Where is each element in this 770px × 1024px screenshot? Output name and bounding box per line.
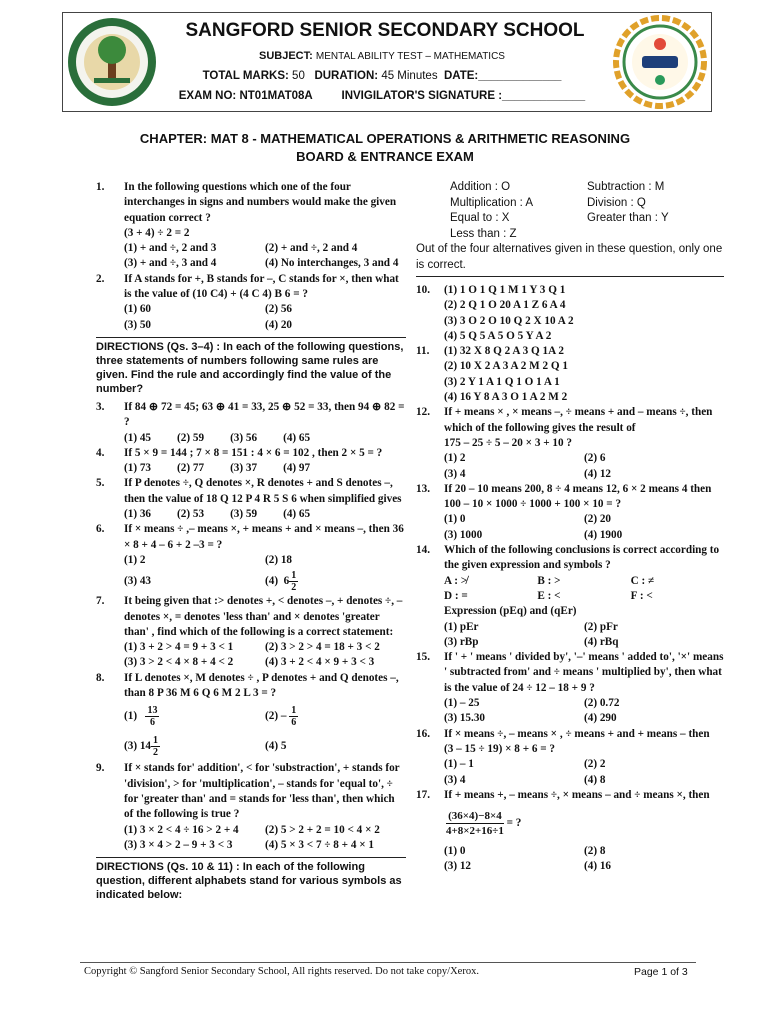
numerator: 13 xyxy=(147,705,158,717)
option-3[interactable]: (3) 3 > 2 < 4 × 8 + 4 < 2 xyxy=(124,656,234,669)
option-4[interactable]: (4) 16 xyxy=(584,860,612,873)
subject-value: MENTAL ABILITY TEST – MATHEMATICS xyxy=(315,51,505,62)
option-1[interactable]: (1) 36 xyxy=(124,508,152,521)
option-3[interactable]: (3) 4 xyxy=(444,773,466,786)
option-1[interactable]: (1) 0 xyxy=(444,513,466,526)
left-column xyxy=(96,180,406,906)
option-3[interactable]: (3) 3 O 2 O 10 Q 2 X 10 A 2 xyxy=(444,314,574,327)
option-4[interactable]: (4) 3 + 2 < 4 × 9 + 3 < 3 xyxy=(265,656,375,669)
option-4[interactable]: (4) 1900 xyxy=(584,528,623,541)
right-column xyxy=(416,180,724,875)
question-expression xyxy=(446,809,724,838)
numerator: 1 xyxy=(291,705,297,717)
legend-subtraction: Subtraction : M xyxy=(587,181,665,193)
question-15 xyxy=(416,650,724,726)
options xyxy=(444,620,724,651)
denominator: 6 xyxy=(291,717,297,729)
symbol-a: A : ≯ xyxy=(444,574,468,587)
question-text: If + means +, – means ÷, × means – and ÷ means ×, then xyxy=(444,788,710,801)
question-5 xyxy=(96,476,406,522)
question-text: If 20 – 10 means 200, 8 ÷ 4 means 12, 6 × 2 means 4 then xyxy=(444,482,712,495)
option-1[interactable]: (1) 32 X 8 Q 2 A 3 Q 1A 2 xyxy=(444,345,564,358)
option-1[interactable]: (1) 2 xyxy=(124,553,146,566)
question-number: 16. xyxy=(416,727,430,740)
fraction xyxy=(289,570,298,593)
option-1[interactable]: (1) – 25 xyxy=(444,697,480,710)
question-6 xyxy=(96,522,406,594)
option-1[interactable]: (1) 1 O 1 Q 1 M 1 Y 3 Q 1 xyxy=(444,284,566,296)
option-label: (4) xyxy=(265,575,279,588)
chapter-title xyxy=(0,130,770,166)
symbol-f: F : < xyxy=(630,589,653,602)
question-10 xyxy=(416,283,724,344)
option-4[interactable]: (4) 5 xyxy=(265,740,287,753)
option-3[interactable]: (3) 4 xyxy=(444,467,466,480)
option-1[interactable]: (1) 3 × 2 < 4 ÷ 16 > 2 + 4 xyxy=(124,823,239,836)
options xyxy=(124,461,406,476)
options xyxy=(444,844,724,875)
option-4[interactable]: (4) No interchanges, 3 and 4 xyxy=(265,257,399,270)
symbol-legend xyxy=(416,180,724,242)
option-4[interactable]: (4) 5 × 3 < 7 ÷ 8 + 4 × 1 xyxy=(265,838,375,851)
options xyxy=(124,701,406,761)
invigilator-label: INVIGILATOR'S SIGNATURE :_____________ xyxy=(341,90,586,102)
footer-copyright: Copyright © Sangford Senior Secondary School, All rights reserved. Do not take copy/Xerox. xyxy=(84,966,479,977)
question-number: 9. xyxy=(96,762,105,775)
question-text: It being given that :> denotes +, < denotes –, + denotes ÷, – denotes ×, = denotes 'less than' and × denotes 'greater than' , find which of the following is a correct statement: xyxy=(124,595,403,638)
denominator: 2 xyxy=(153,747,159,759)
options xyxy=(124,507,406,522)
options xyxy=(444,451,724,482)
question-16 xyxy=(416,727,724,788)
question-number: 10. xyxy=(416,284,430,296)
option-3[interactable]: (3) + and ÷, 3 and 4 xyxy=(124,257,217,270)
question-13 xyxy=(416,482,724,543)
option-2[interactable]: (2) 59 xyxy=(177,431,205,444)
numerator: (36×4)−8×4 xyxy=(446,809,504,824)
symbol-e: E : < xyxy=(537,589,561,602)
marks-label: TOTAL MARKS: xyxy=(202,70,289,82)
question-number: 17. xyxy=(416,788,430,801)
question-number: 1. xyxy=(96,181,105,193)
question-number: 2. xyxy=(96,272,105,285)
option-2[interactable] xyxy=(265,701,406,731)
option-1[interactable]: (1) 2 xyxy=(444,452,466,465)
question-number: 8. xyxy=(96,671,105,684)
question-1 xyxy=(96,180,406,272)
school-name: SANGFORD SENIOR SECONDARY SCHOOL xyxy=(185,20,585,41)
option-2[interactable]: (2) 2 Q 1 O 20 A 1 Z 6 A 4 xyxy=(444,299,566,312)
question-text: If × means ÷ ,– means ×, + means + and × means –, then 36 × 8 + 4 – 6 + 2 –3 = ? xyxy=(124,523,404,551)
option-4[interactable]: (4) 5 Q 5 A 5 O 5 Y A 2 xyxy=(444,329,552,342)
question-text: In the following questions which one of the four interchanges in signs and numbers would make the given equation correct ? xyxy=(124,181,397,224)
option-label: (3) 14 xyxy=(124,740,152,753)
question-number: 12. xyxy=(416,406,430,419)
marks-value: 50 xyxy=(292,70,305,82)
option-3[interactable]: (3) 56 xyxy=(230,431,258,444)
question-number: 11. xyxy=(416,345,430,358)
question-text: If P denotes ÷, Q denotes ×, R denotes + and S denotes –, then the value of 18 Q 12 P 4 R 5 S 6 when simplified gives xyxy=(124,477,402,505)
exam-label: EXAM NO: xyxy=(178,90,237,102)
option-1[interactable]: (1) 45 xyxy=(124,431,152,444)
question-text: If × stands for' addition', < for 'substraction', + stands for 'division', > for 'multiplication', – stands for 'equal to', ÷ for 'greater than' and = stands for 'less than', then which of the following is true ? xyxy=(124,762,400,821)
option-4[interactable]: (4) 65 xyxy=(283,508,311,521)
question-number: 14. xyxy=(416,544,430,557)
question-17 xyxy=(416,788,724,875)
option-2[interactable]: (2) 2 xyxy=(584,758,606,771)
chapter-line-2: BOARD & ENTRANCE EXAM xyxy=(296,149,474,164)
fraction xyxy=(151,735,160,758)
symbol-c: C : ≠ xyxy=(630,574,655,587)
option-4[interactable]: (4) 290 xyxy=(584,712,617,725)
question-expression: (3 – 15 ÷ 19) × 8 + 6 = ? xyxy=(444,742,556,755)
option-3[interactable]: (3) 1000 xyxy=(444,528,483,541)
option-4[interactable]: (4) 12 xyxy=(584,467,612,480)
option-3[interactable]: (3) 37 xyxy=(230,462,258,475)
symbol-key xyxy=(444,574,724,605)
question-expression: 100 – 10 × 1000 ÷ 1000 + 100 × 10 = ? xyxy=(444,498,622,511)
directions-3-4: DIRECTIONS (Qs. 3–4) : In each of the following questions, three statements of numbers following same rules are given. Find the rule and accordingly find the value of the number? xyxy=(96,337,406,396)
option-4[interactable]: (4) rBq xyxy=(584,635,619,648)
question-11 xyxy=(416,344,724,405)
option-2[interactable]: (2) 0.72 xyxy=(584,697,620,710)
chapter-line-1: CHAPTER: MAT 8 - MATHEMATICAL OPERATIONS & ARITHMETIC REASONING xyxy=(139,131,631,146)
option-4[interactable]: (4) 65 xyxy=(283,431,311,444)
option-4[interactable]: (4) 97 xyxy=(283,462,311,475)
denominator: 6 xyxy=(149,717,155,729)
question-number: 5. xyxy=(96,477,105,490)
denominator: 2 xyxy=(291,582,297,594)
option-2[interactable]: (2) 20 xyxy=(584,513,612,526)
exam-line xyxy=(172,90,592,102)
page-number: Page 1 of 3 xyxy=(634,966,688,978)
fraction xyxy=(446,809,504,838)
question-9 xyxy=(96,761,406,853)
question-text: If × means ÷, – means × , ÷ means + and + means – then xyxy=(444,727,710,740)
option-1[interactable]: (1) 3 + 2 > 4 = 9 + 3 < 1 xyxy=(124,641,234,654)
option-2[interactable]: (2) 3 > 2 > 4 = 18 + 3 < 2 xyxy=(265,641,380,654)
option-3[interactable]: (3) 50 xyxy=(124,318,152,331)
question-12 xyxy=(416,405,724,481)
option-2[interactable]: (2) + and ÷, 2 and 4 xyxy=(265,242,358,255)
option-2[interactable]: (2) 77 xyxy=(177,462,205,475)
option-1[interactable]: (1) 60 xyxy=(124,303,152,316)
subject-line xyxy=(172,50,592,62)
question-expression: 175 – 25 ÷ 5 – 20 × 3 + 10 ? xyxy=(444,436,572,449)
question-number: 6. xyxy=(96,523,105,536)
option-2[interactable]: (2) 10 X 2 A 3 A 2 M 2 Q 1 xyxy=(444,360,568,373)
instructions: Out of the four alternatives given in these question, only one is correct. xyxy=(416,242,724,277)
question-text: If A stands for +, B stands for –, C stands for ×, then what is the value of (10 C4) + (4 C 4) B 6 = ? xyxy=(124,272,399,301)
footer-divider xyxy=(80,962,696,963)
subject-label: SUBJECT: xyxy=(259,50,313,62)
options xyxy=(124,302,406,333)
question-number: 15. xyxy=(416,651,430,664)
option-3[interactable]: (3) 3 × 4 > 2 – 9 + 3 < 3 xyxy=(124,838,233,851)
option-label: (2) – xyxy=(265,710,287,723)
legend-greater: Greater than : Y xyxy=(587,212,669,224)
fraction xyxy=(289,705,298,728)
option-3[interactable]: (3) 43 xyxy=(124,575,152,588)
legend-equal: Equal to : X xyxy=(450,212,510,224)
option-4[interactable]: (4) 16 Y 8 A 3 O 1 A 2 M 2 xyxy=(444,391,568,404)
option-3[interactable]: (3) rBp xyxy=(444,635,479,648)
equals-question: = ? xyxy=(506,817,522,830)
option-1[interactable]: (1) + and ÷, 2 and 3 xyxy=(124,242,217,255)
options xyxy=(124,553,406,594)
option-4[interactable] xyxy=(265,568,406,594)
option-2[interactable]: (2) 8 xyxy=(584,845,606,858)
legend-less: Less than : Z xyxy=(450,227,517,240)
question-text: If L denotes ×, M denotes ÷ , P denotes + and Q denotes –, than 8 P 36 M 6 Q 6 M 2 L 3 = ? xyxy=(124,671,399,700)
option-1[interactable]: (1) pEr xyxy=(444,620,479,633)
fraction xyxy=(145,705,159,728)
option-1[interactable]: (1) 73 xyxy=(124,462,152,475)
option-3[interactable]: (3) 2 Y 1 A 1 Q 1 O 1 A 1 xyxy=(444,375,560,388)
legend-division: Division : Q xyxy=(587,196,646,209)
date-label: DATE:_____________ xyxy=(443,70,562,82)
question-14 xyxy=(416,543,724,650)
option-1[interactable]: (1) – 1 xyxy=(444,758,474,771)
question-number: 13. xyxy=(416,482,430,495)
option-2[interactable]: (2) 53 xyxy=(177,508,205,521)
option-2[interactable]: (2) 5 > 2 + 2 = 10 < 4 × 2 xyxy=(265,823,380,836)
option-3[interactable]: (3) 15.30 xyxy=(444,712,486,725)
numerator: 1 xyxy=(291,570,297,582)
question-8 xyxy=(96,671,406,762)
options xyxy=(124,241,406,272)
question-7 xyxy=(96,594,406,670)
question-4 xyxy=(96,446,406,477)
option-2[interactable]: (2) pFr xyxy=(584,620,618,633)
options xyxy=(124,640,406,671)
directions-10-11: DIRECTIONS (Qs. 10 & 11) : In each of the following question, different alphabets stand for various symbols as indicated below: xyxy=(96,857,406,902)
options xyxy=(444,696,724,727)
duration-value: 45 Minutes xyxy=(381,70,438,82)
options xyxy=(444,757,724,788)
option-2[interactable]: (2) 18 xyxy=(265,553,293,566)
question-text: Which of the following conclusions is correct according to the given expression and symbols ? xyxy=(444,544,720,572)
denominator: 4+8×2+16÷1 xyxy=(446,825,504,838)
mixed-whole: 6 xyxy=(283,575,290,588)
option-2[interactable]: (2) 56 xyxy=(265,303,293,316)
question-text: If + means × , × means –, ÷ means + and – means ÷, then which of the following gives the result of xyxy=(444,406,713,434)
option-1[interactable] xyxy=(124,701,265,731)
question-number: 4. xyxy=(96,446,105,459)
options xyxy=(124,823,406,854)
question-expression: (3 + 4) ÷ 2 = 2 xyxy=(124,226,190,239)
question-expression: Expression (pEq) and (qEr) xyxy=(444,605,577,618)
option-3[interactable]: (3) 59 xyxy=(230,508,258,521)
question-3 xyxy=(96,400,406,446)
marks-line xyxy=(172,70,592,82)
question-number: 7. xyxy=(96,595,105,608)
symbol-b: B : > xyxy=(537,574,561,587)
question-text: If 84 ⊕ 72 = 45; 63 ⊕ 41 = 33, 25 ⊕ 52 = 33, then 94 ⊕ 82 = ? xyxy=(124,400,405,429)
legend-addition: Addition : O xyxy=(450,181,511,193)
legend-multiplication: Multiplication : A xyxy=(450,196,534,209)
numerator: 1 xyxy=(153,735,159,747)
option-3[interactable]: (3) 12 xyxy=(444,860,472,873)
option-4[interactable]: (4) 20 xyxy=(265,318,293,331)
question-text: If ' + ' means ' divided by', '–' means ' added to', '×' means ' subtracted from' and ÷ means ' multiplied by', then what is the value of 24 ÷ 12 – 18 + 9 ? xyxy=(444,651,724,694)
symbol-d: D : = xyxy=(444,589,468,602)
question-number: 3. xyxy=(96,400,105,413)
options xyxy=(124,431,406,446)
option-1[interactable]: (1) 0 xyxy=(444,845,466,858)
option-3[interactable] xyxy=(124,731,265,761)
exam-value: NT01MAT08A xyxy=(239,90,313,102)
question-2 xyxy=(96,272,406,333)
duration-label: DURATION: xyxy=(314,70,379,82)
option-label: (1) xyxy=(124,710,138,723)
options xyxy=(444,512,724,543)
option-4[interactable]: (4) 8 xyxy=(584,773,606,786)
question-text: If 5 × 9 = 144 ; 7 × 8 = 151 : 4 × 6 = 102 , then 2 × 5 = ? xyxy=(124,446,383,459)
option-2[interactable]: (2) 6 xyxy=(584,452,606,465)
